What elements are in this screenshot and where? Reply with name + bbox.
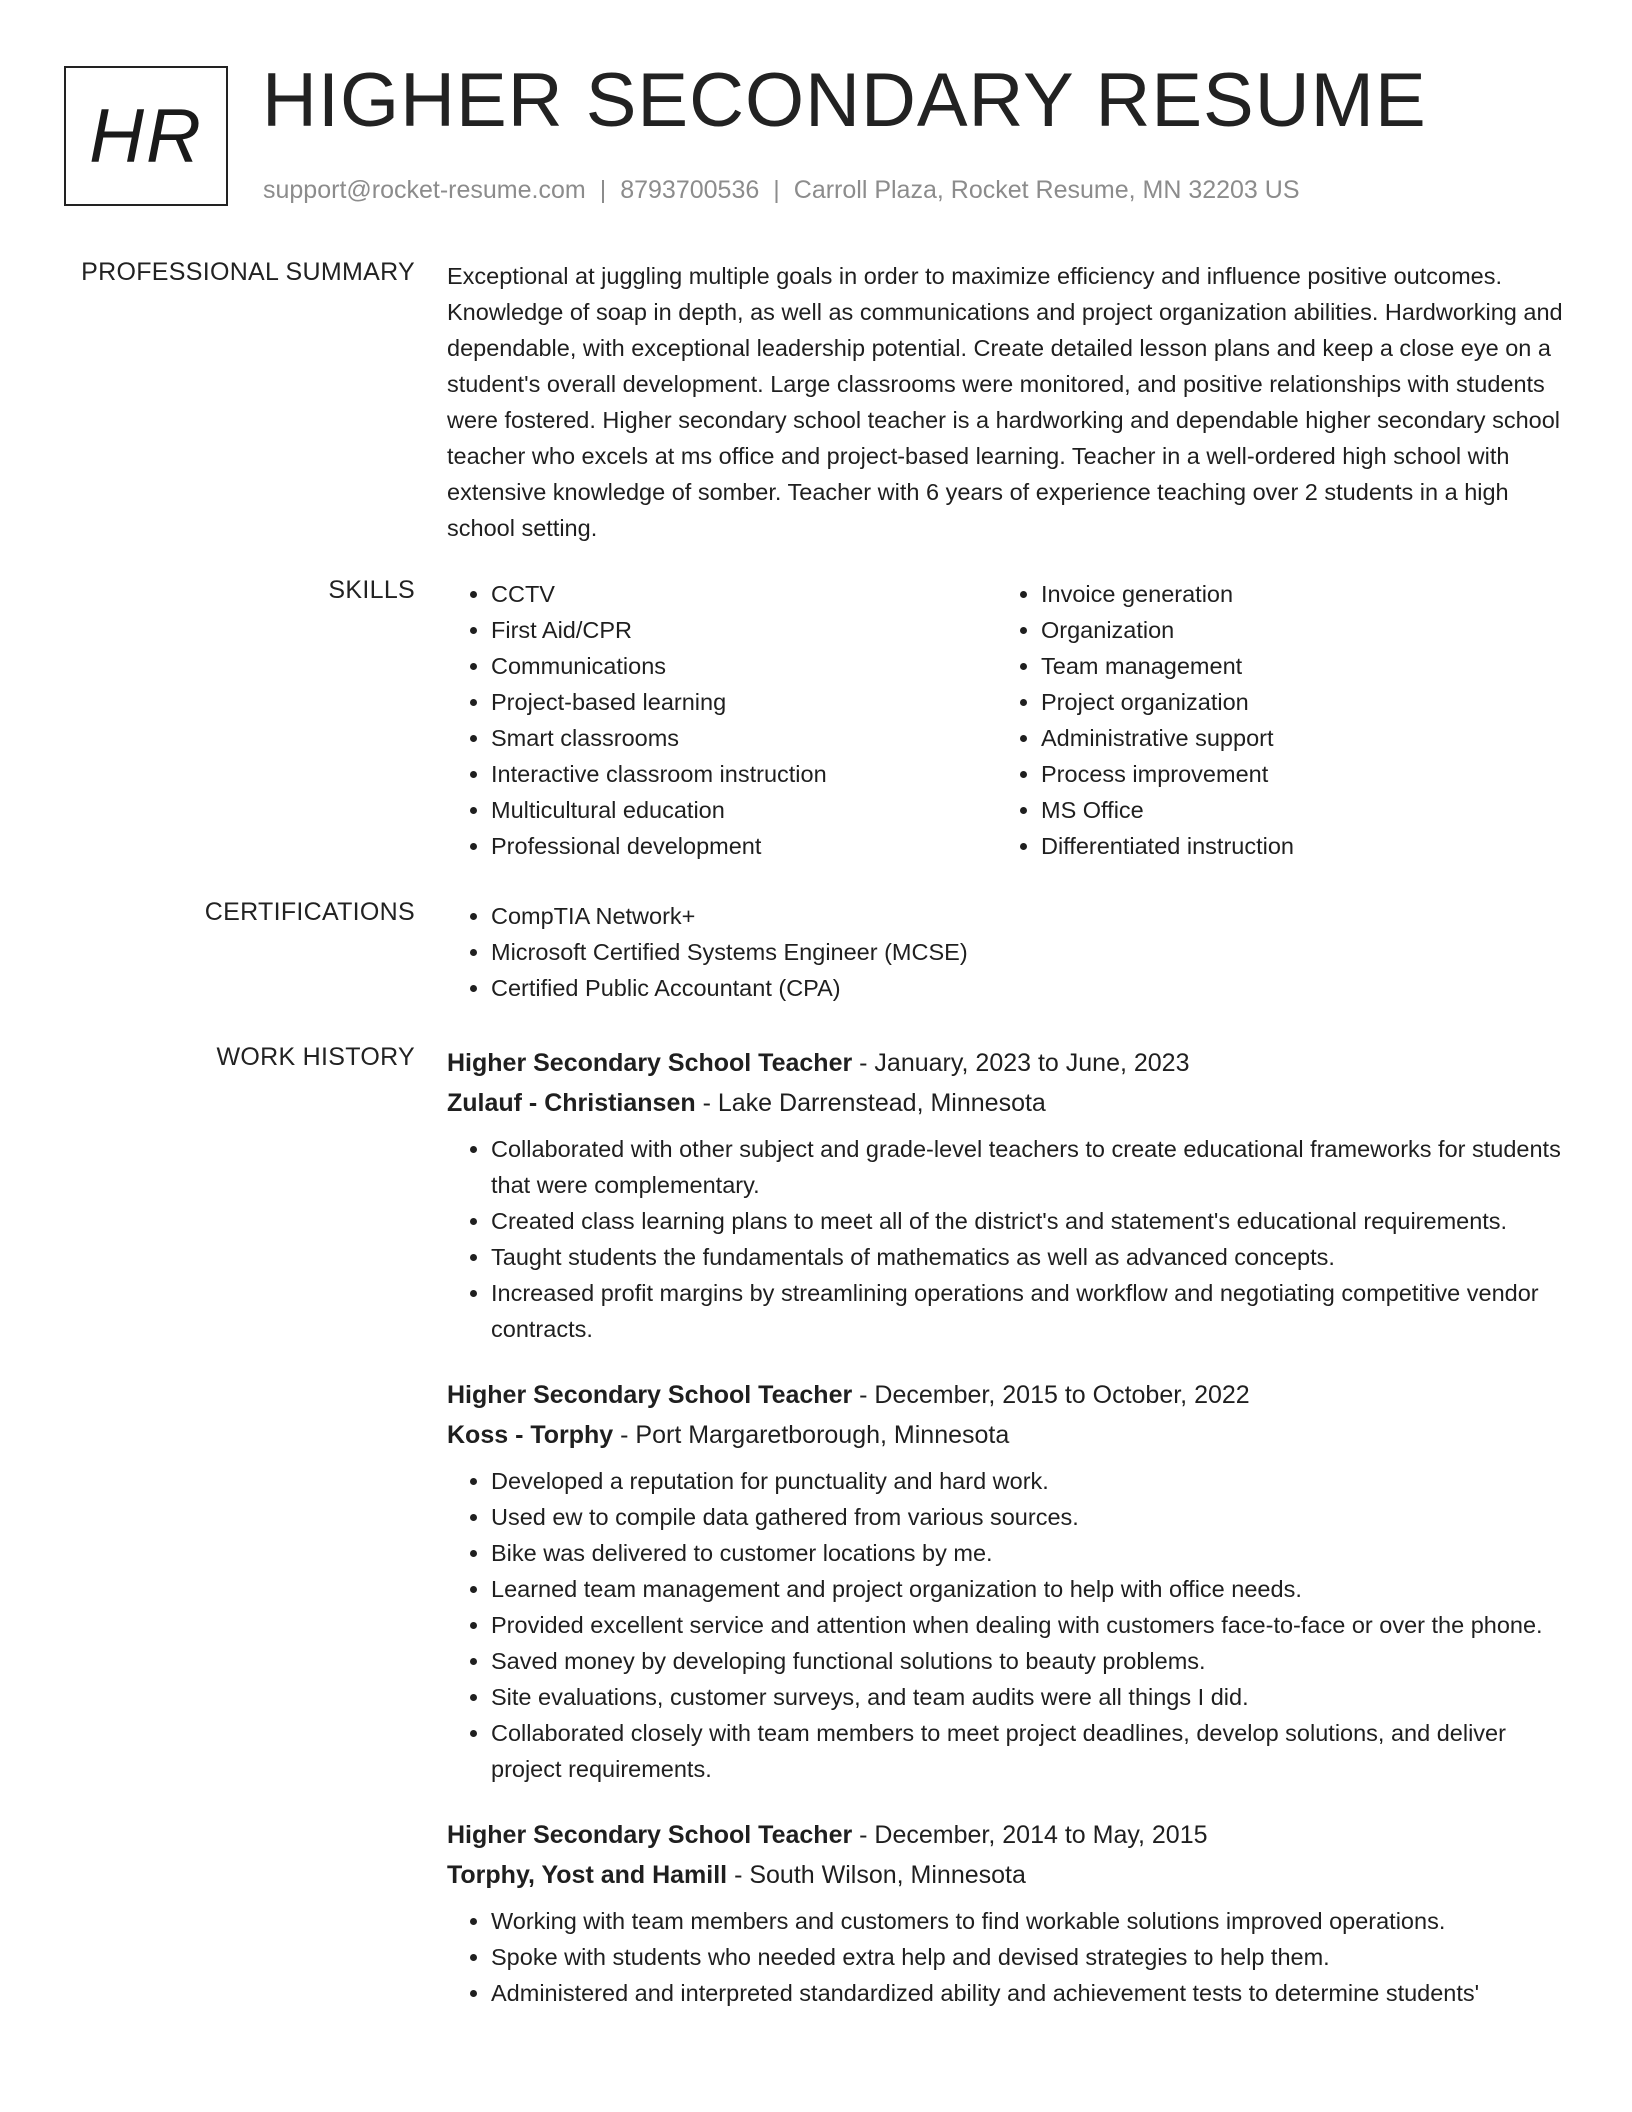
skill-item: • CCTV <box>491 576 997 612</box>
job-location: - South Wilson, Minnesota <box>727 1861 1026 1889</box>
contact-email: support@rocket-resume.com <box>263 176 586 204</box>
skill-item: • Administrative support <box>1041 720 1547 756</box>
section-label-work-history: WORK HISTORY <box>216 1043 415 1071</box>
job-title: Higher Secondary School Teacher <box>447 1381 853 1409</box>
job-bullet: • Collaborated with other subject and grade-level teachers to create educational frameworks for students that were complementary. <box>491 1131 1567 1203</box>
certification-item: • CompTIA Network+ <box>491 898 1567 934</box>
summary-body <box>447 258 1567 546</box>
skills-column-left <box>447 576 997 864</box>
section-label-skills: SKILLS <box>328 576 415 604</box>
job-bullet: • Taught students the fundamentals of mathematics as well as advanced concepts. <box>491 1239 1567 1275</box>
job-company: Torphy, Yost and Hamill <box>447 1861 728 1889</box>
job-bullet: • Learned team management and project organization to help with office needs. <box>491 1571 1567 1607</box>
job-title: Higher Secondary School Teacher <box>447 1049 853 1077</box>
skills-column-right <box>997 576 1547 864</box>
job-bullet: • Increased profit margins by streamlining operations and workflow and negotiating competitive vendor contracts. <box>491 1275 1567 1347</box>
contact-phone: 8793700536 <box>620 176 760 204</box>
job-bullet: • Working with team members and customers to find workable solutions improved operations. <box>491 1903 1567 1939</box>
skill-item: • MS Office <box>1041 792 1547 828</box>
certifications-list <box>447 898 1567 1006</box>
skill-item: • Communications <box>491 648 997 684</box>
job-title-line <box>447 1043 1567 1083</box>
skill-item: • Project organization <box>1041 684 1547 720</box>
job-bullet: • Developed a reputation for punctuality and hard work. <box>491 1463 1567 1499</box>
skill-item: • Multicultural education <box>491 792 997 828</box>
contact-separator: | <box>599 176 607 204</box>
job-bullets <box>447 1131 1567 1347</box>
contact-line <box>263 176 1300 205</box>
certification-item: • Microsoft Certified Systems Engineer (MCSE) <box>491 934 1567 970</box>
skill-item: • Organization <box>1041 612 1547 648</box>
skill-item: • Team management <box>1041 648 1547 684</box>
job-company-line <box>447 1083 1567 1123</box>
contact-address: Carroll Plaza, Rocket Resume, MN 32203 US <box>793 176 1300 204</box>
job-bullet: • Administered and interpreted standardized ability and achievement tests to determine students' <box>491 1975 1567 2011</box>
job-title: Higher Secondary School Teacher <box>447 1821 853 1849</box>
job-company: Zulauf - Christiansen <box>447 1089 696 1117</box>
job-company-line <box>447 1415 1567 1455</box>
skills-grid <box>447 576 1567 864</box>
certifications-body <box>447 898 1567 1006</box>
skill-item: • First Aid/CPR <box>491 612 997 648</box>
job-title-line <box>447 1815 1567 1855</box>
job-bullet: • Bike was delivered to customer locations by me. <box>491 1535 1567 1571</box>
job-dates: - January, 2023 to June, 2023 <box>852 1049 1190 1077</box>
job-company-line <box>447 1855 1567 1895</box>
skills-body <box>447 576 1567 864</box>
section-label-certifications: CERTIFICATIONS <box>204 898 415 926</box>
job-bullet: • Provided excellent service and attention when dealing with customers face-to-face or over the phone. <box>491 1607 1567 1643</box>
job-bullet: • Used ew to compile data gathered from various sources. <box>491 1499 1567 1535</box>
work-history-body <box>447 1043 1567 2039</box>
skill-item: • Professional development <box>491 828 997 864</box>
skills-list-left <box>447 576 997 864</box>
skill-item: • Differentiated instruction <box>1041 828 1547 864</box>
job-bullet: • Saved money by developing functional solutions to beauty problems. <box>491 1643 1567 1679</box>
skill-item: • Invoice generation <box>1041 576 1547 612</box>
job-entry <box>447 1043 1567 1347</box>
job-bullet: • Spoke with students who needed extra help and devised strategies to help them. <box>491 1939 1567 1975</box>
certification-item: • Certified Public Accountant (CPA) <box>491 970 1567 1006</box>
job-entry <box>447 1375 1567 1787</box>
job-dates: - December, 2015 to October, 2022 <box>852 1381 1250 1409</box>
job-bullet: • Created class learning plans to meet all of the district's and statement's educational requirements. <box>491 1203 1567 1239</box>
job-entry <box>447 1815 1567 2011</box>
job-bullets <box>447 1903 1567 2011</box>
job-bullets <box>447 1463 1567 1787</box>
job-location: - Port Margaretborough, Minnesota <box>613 1421 1010 1449</box>
job-dates: - December, 2014 to May, 2015 <box>852 1821 1208 1849</box>
section-label-summary: PROFESSIONAL SUMMARY <box>81 258 415 286</box>
skill-item: • Interactive classroom instruction <box>491 756 997 792</box>
skill-item: • Project-based learning <box>491 684 997 720</box>
summary-text: Exceptional at juggling multiple goals in order to maximize efficiency and influence positive outcomes. Knowledge of soap in depth, as well as communications and project organization abilities. Hardworking and dependable, with exceptional leadership potential. Create detailed lesson plans and keep a close eye on a student's overall development. Large classrooms were monitored, and positive relationships with students were fostered. Higher secondary school teacher is a hardworking and dependable higher secondary school teacher who excels at ms office and project-based learning. Teacher in a well-ordered high school with extensive knowledge of somber. Teacher with 6 years of experience teaching over 2 students in a high school setting. <box>447 263 1563 541</box>
monogram-logo: HR <box>64 66 228 206</box>
job-title-line <box>447 1375 1567 1415</box>
job-company: Koss - Torphy <box>447 1421 614 1449</box>
skill-item: • Process improvement <box>1041 756 1547 792</box>
job-bullet: • Collaborated closely with team members to meet project deadlines, develop solutions, and deliver project requirements. <box>491 1715 1567 1787</box>
job-location: - Lake Darrenstead, Minnesota <box>695 1089 1046 1117</box>
skill-item: • Smart classrooms <box>491 720 997 756</box>
resume-title: HIGHER SECONDARY RESUME <box>262 58 1427 143</box>
job-bullet: • Site evaluations, customer surveys, and team audits were all things I did. <box>491 1679 1567 1715</box>
contact-separator: | <box>773 176 780 204</box>
skills-list-right <box>997 576 1547 864</box>
